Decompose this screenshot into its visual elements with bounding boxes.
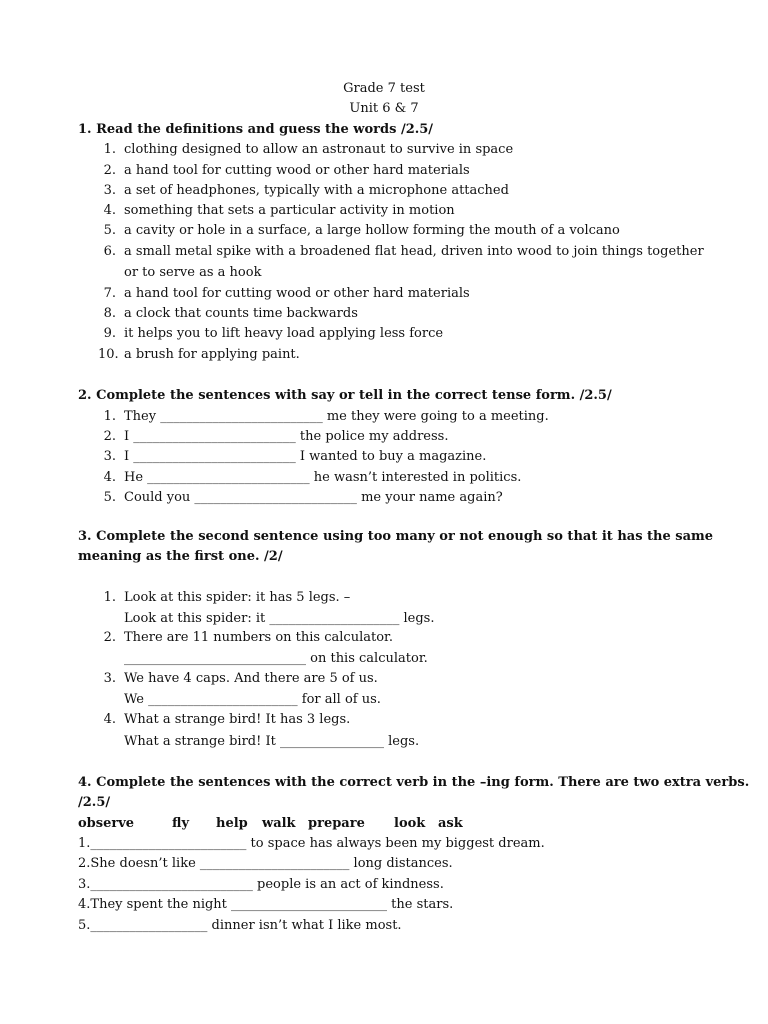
section2-heading: 2. Complete the sentences with say or tell in the correct tense form. /2.5/ — [78, 388, 612, 403]
section3-heading: 3. Complete the second sentence using too many or not enough so that it has the same — [78, 529, 714, 544]
list-item-number: 1. — [103, 590, 116, 605]
list-item-number: 2. — [103, 429, 116, 444]
definition-item: a hand tool for cutting wood or other hard materials — [124, 286, 470, 301]
definition-item: clothing designed to allow an astronaut to survive in space — [124, 142, 514, 157]
list-item-number: 2. — [103, 163, 116, 178]
sentence-item: We have 4 caps. And there are 5 of us. — [124, 671, 378, 686]
list-item-number: 10. — [98, 347, 119, 362]
list-item-number: 5. — [103, 223, 116, 238]
test-title: Grade 7 test — [343, 81, 425, 96]
section4-heading-line2: /2.5/ — [78, 795, 111, 810]
sentence-item: There are 11 numbers on this calculator. — [124, 630, 393, 645]
sentence-rewrite: ____________________________ on this calculator. — [124, 651, 428, 666]
definition-item: something that sets a particular activity in motion — [124, 203, 455, 218]
list-item-number: 6. — [103, 244, 116, 259]
sentence-item: I _________________________ the police my address. — [124, 429, 449, 444]
definition-item: a cavity or hole in a surface, a large hollow forming the mouth of a volcano — [124, 223, 620, 238]
list-item-number: 4. — [103, 712, 116, 727]
gap-fill-line: 1.________________________ to space has always been my biggest dream. — [78, 836, 545, 851]
word-bank-word: fly — [172, 816, 190, 831]
sentence-item: He _________________________ he wasn’t interested in politics. — [124, 470, 522, 485]
list-item-number: 4. — [103, 203, 116, 218]
list-item-number: 7. — [103, 286, 116, 301]
list-item-number: 5. — [103, 490, 116, 505]
word-bank-word: help — [216, 816, 248, 831]
definition-item: a clock that counts time backwards — [124, 306, 358, 321]
list-item-number: 3. — [103, 449, 116, 464]
sentence-item: Could you _________________________ me your name again? — [124, 490, 503, 505]
list-item-number: 4. — [103, 470, 116, 485]
word-bank-word: look — [394, 816, 426, 831]
word-bank-word: observe — [78, 816, 135, 831]
gap-fill-line: 2.She doesn’t like _______________________ long distances. — [78, 856, 453, 871]
list-item-number: 1. — [103, 142, 116, 157]
sentence-item: They _________________________ me they were going to a meeting. — [124, 409, 549, 424]
list-item-number: 3. — [103, 671, 116, 686]
sentence-rewrite: We _______________________ for all of us. — [124, 692, 381, 707]
section1-heading: 1. Read the definitions and guess the words /2.5/ — [78, 122, 434, 137]
sentence-item: I _________________________ I wanted to buy a magazine. — [124, 449, 487, 464]
sentence-rewrite: What a strange bird! It ________________ legs. — [124, 734, 420, 749]
sentence-item: Look at this spider: it has 5 legs. – — [124, 590, 351, 605]
list-item-number: 1. — [103, 409, 116, 424]
sentence-rewrite: Look at this spider: it ____________________ legs. — [124, 611, 435, 626]
gap-fill-line: 5.__________________ dinner isn’t what I like most. — [78, 918, 402, 933]
sentence-item: What a strange bird! It has 3 legs. — [124, 712, 351, 727]
unit-title: Unit 6 & 7 — [349, 101, 419, 116]
gap-fill-line: 4.They spent the night ________________________ the stars. — [78, 897, 454, 912]
word-bank-word: walk — [262, 816, 296, 831]
definition-item: it helps you to lift heavy load applying less force — [124, 326, 444, 341]
section3-heading-line2: meaning as the first one. /2/ — [78, 549, 283, 564]
definition-item: a set of headphones, typically with a microphone attached — [124, 183, 509, 198]
list-item-number: 8. — [103, 306, 116, 321]
list-item-number: 2. — [103, 630, 116, 645]
section4-heading: 4. Complete the sentences with the correct verb in the –ing form. There are two extra verbs. — [78, 775, 750, 790]
definition-item-continuation: or to serve as a hook — [124, 265, 262, 280]
list-item-number: 9. — [103, 326, 116, 341]
word-bank — [78, 815, 478, 833]
definition-item: a small metal spike with a broadened flat head, driven into wood to join things together — [124, 244, 704, 259]
definition-item: a brush for applying paint. — [124, 347, 300, 362]
word-bank-word: ask — [438, 816, 463, 831]
list-item-number: 3. — [103, 183, 116, 198]
gap-fill-line: 3._________________________ people is an act of kindness. — [78, 877, 444, 892]
word-bank-word: prepare — [308, 816, 365, 831]
definition-item: a hand tool for cutting wood or other hard materials — [124, 163, 470, 178]
